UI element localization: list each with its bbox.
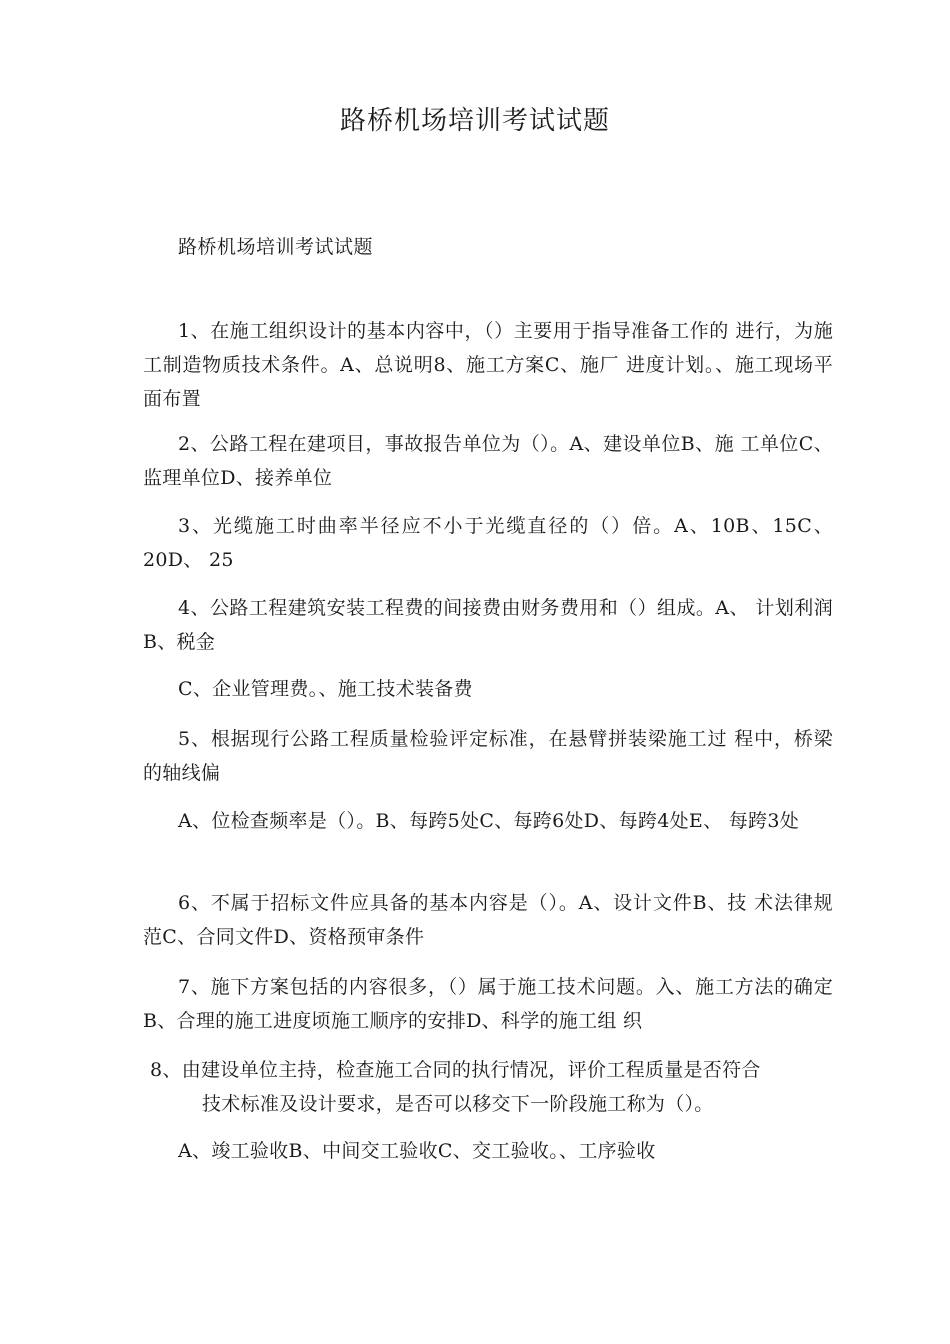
question-7: 7、施下方案包括的内容很多，（）属于施工技术问题。入、施工方法的确定B、合理的施工进度顷施工顺序的安排D、科学的施工组 织	[143, 976, 833, 1032]
question-6: 6、不属于招标文件应具备的基本内容是（）。A、设计文件B、技 术法律规范C、合同文件D、资格预审条件	[143, 892, 833, 948]
question-1: 1、在施工组织设计的基本内容中，（）主要用于指导准备工作的 进行，为施工制造物质技术条件。A、总说明8、施工方案C、施厂 进度计划。、施工现场平面布置	[143, 320, 833, 410]
document-subtitle: 路桥机场培训考试试题	[178, 236, 374, 258]
question-4: 4、公路工程建筑安装工程费的间接费由财务费用和（）组成。A、 计划利润B、税金	[143, 597, 833, 653]
question-8-line-1: 8、由建设单位主持，检查施工合同的执行情况，评价工程质量是否符合	[150, 1059, 761, 1081]
question-8	[150, 1053, 830, 1121]
document-title: 路桥机场培训考试试题	[339, 106, 610, 136]
question-5: 5、根据现行公路工程质量检验评定标准，在悬臂拼装梁施工过 程中，桥梁的轴线偏	[143, 728, 833, 784]
question-2: 2、公路工程在建项目，事故报告单位为（）。A、建设单位B、施 工单位C、监理单位D、接养单位	[143, 433, 833, 489]
question-3: 3、光缆施工时曲率半径应不小于光缆直径的（）倍。A、10B、15C、20D、 25	[143, 515, 833, 571]
question-8-options: A、竣工验收B、中间交工验收C、交工验收。、工序验收	[178, 1140, 656, 1162]
question-5-options: A、位检查频率是（）。B、每跨5处C、每跨6处D、每跨4处E、 每跨3处	[178, 810, 800, 832]
question-4-options: C、企业管理费。、施工技术装备费	[178, 678, 473, 700]
question-8-line-2: 技术标准及设计要求，是否可以移交下一阶段施工称为（）。	[202, 1093, 714, 1115]
